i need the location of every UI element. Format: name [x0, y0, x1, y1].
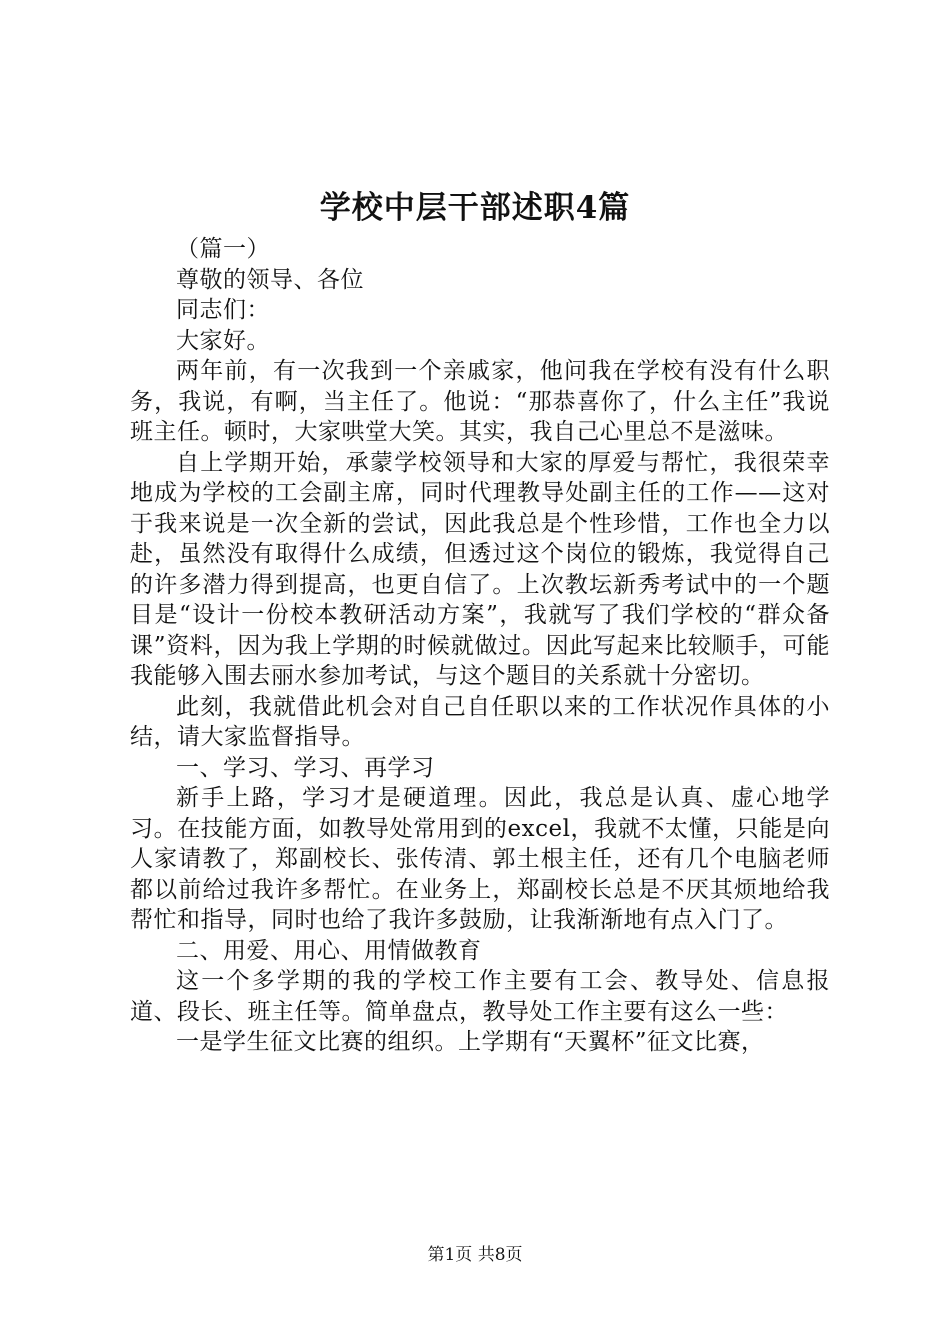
document-body: [130, 234, 830, 1058]
paragraph: 此刻，我就借此机会对自己自任职以来的工作状况作具体的小结，请大家监督指导。: [130, 693, 830, 750]
paragraph: 自上学期开始，承蒙学校领导和大家的厚爱与帮忙，我很荣幸地成为学校的工会副主席，同时代理教导处副主任的工作——这对于我来说是一次全新的尝试，因此我总是个性珍惜，工作也全力以赴，虽然没有取得什么成绩，但透过这个岗位的锻炼，我觉得自己的许多潜力得到提高，也更自信了。上次教坛新秀考试中的一个题目是“设计一份校本教研活动方案”，我就写了我们学校的“群众备课”资料，因为我上学期的时候就做过。因此写起来比较顺手，可能我能够入围去丽水参加考试，与这个题目的关系就十分密切。: [130, 449, 830, 689]
paragraph-greeting: 大家好。: [176, 327, 270, 354]
paragraph-salutation-2: 同志们：: [176, 297, 270, 323]
paragraph: 一是学生征文比赛的组织。上学期有“天翼杯”征文比赛，: [176, 1029, 765, 1055]
paragraph: 这一个多学期的我的学校工作主要有工会、教导处、信息报道、段长、班主任等。简单盘点，教导处工作主要有这么一些：: [130, 968, 830, 1025]
page-footer: 第1页 共8页: [427, 1245, 523, 1265]
paragraph-section-label: （篇一）: [176, 236, 270, 262]
paragraph: 新手上路，学习才是硬道理。因此，我总是认真、虚心地学习。在技能方面，如教导处常用到的excel，我就不太懂，只能是向人家请教了，郑副校长、张传清、郭土根主任，还有几个电脑老师都以前给过我许多帮忙。在业务上，郑副校长总是不厌其烦地给我帮忙和指导，同时也给了我许多鼓励，让我渐渐地有点入门了。: [130, 785, 830, 933]
paragraph: 两年前，有一次我到一个亲戚家，他问我在学校有没有什么职务，我说，有啊，当主任了。他说：“那恭喜你了，什么主任”我说班主任。顿时，大家哄堂大笑。其实，我自己心里总不是滋味。: [130, 358, 830, 445]
section-heading: 二、用爱、用心、用情做教育: [176, 937, 482, 964]
page-title: 学校中层干部述职4篇: [319, 190, 631, 226]
paragraph-salutation: 尊敬的领导、各位: [176, 266, 364, 293]
section-heading: 一、学习、学习、再学习: [176, 754, 435, 781]
